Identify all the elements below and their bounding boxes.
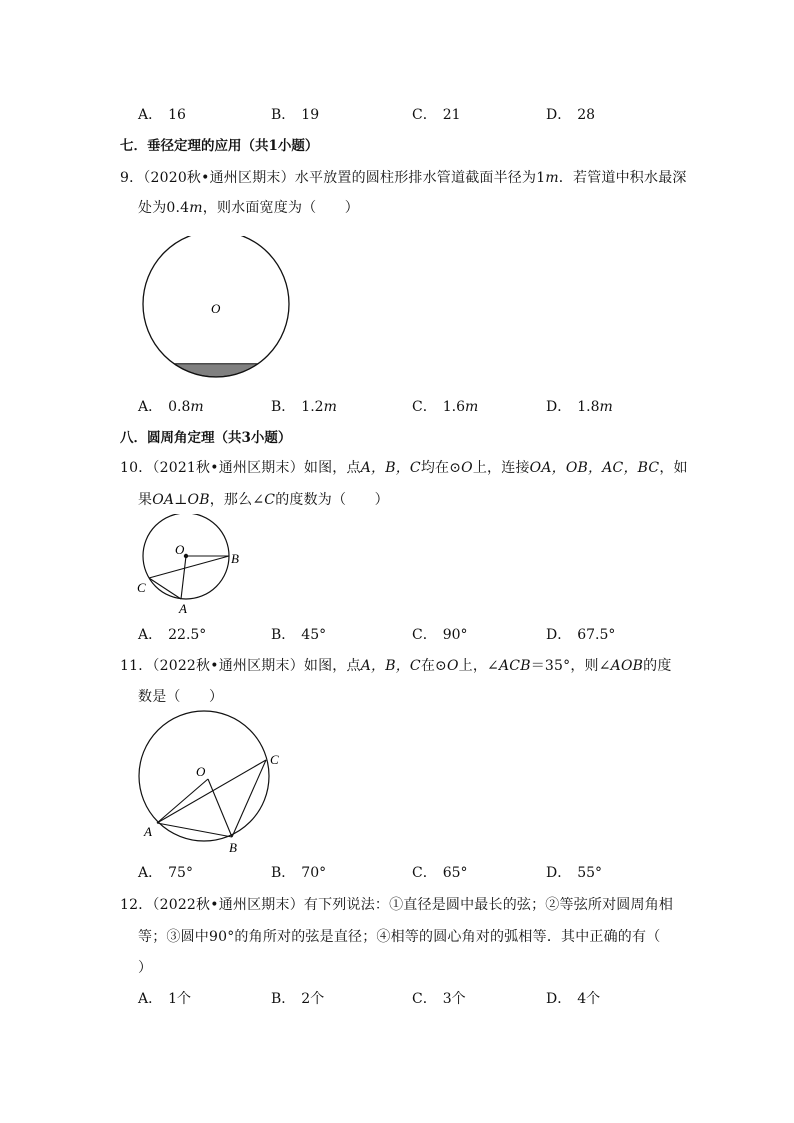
q12-option-c: C． 3个 [412, 991, 466, 1007]
q10-segment-ca [149, 578, 181, 599]
q11-option-d: D． 55° [546, 865, 603, 881]
q12-option-a: A． 1个 [138, 991, 192, 1007]
q9-pipe-figure [138, 236, 298, 386]
q10-option-d: D． 67.5° [546, 627, 616, 643]
q11-label-o: O [196, 764, 206, 779]
q10-option-a: A． 22.5° [138, 627, 207, 643]
section-8-title: 八．圆周角定理（共3小题） [120, 430, 292, 446]
q10-option-b: B． 45° [271, 627, 327, 643]
q12-line-3: ） [138, 960, 153, 976]
q8-option-c: C． 21 [412, 107, 461, 123]
q11-label-b: B [229, 840, 237, 855]
q11-line-2: 数是（ ） [138, 689, 224, 705]
q11-option-b: B． 70° [271, 865, 327, 881]
q9-line-1: 9．（2020秋•通州区期末）水平放置的圆柱形排水管道截面半径为1m．若管道中积水最深 [120, 170, 687, 186]
q10-label-a: A [179, 601, 187, 616]
q11-label-a: A [144, 824, 152, 839]
q10-circle-figure [132, 514, 252, 618]
q10-label-o: O [175, 542, 185, 557]
q10-segment-cb [149, 556, 229, 578]
q11-circle-figure [132, 710, 292, 858]
q10-option-c: C． 90° [412, 627, 468, 643]
q10-label-c: C [137, 580, 146, 595]
q9-option-a: A． 0.8m [138, 399, 204, 415]
q11-options [138, 862, 698, 882]
q11-option-c: C． 65° [412, 865, 468, 881]
q10-line-2: 果OA⊥OB，那么∠C的度数为（ ） [138, 492, 389, 508]
q11-label-c: C [270, 752, 279, 767]
q10-options [138, 624, 698, 644]
q10-center-dot [184, 554, 188, 558]
q11-segment-oa [157, 779, 208, 823]
q11-option-a: A． 75° [138, 865, 193, 881]
q12-options [138, 988, 698, 1008]
q12-line-1: 12．（2022秋•通州区期末）有下列说法：①直径是圆中最长的弦；②等弦所对圆周角相 [120, 897, 674, 913]
q9-options [138, 396, 698, 416]
q9-option-d: D． 1.8m [546, 399, 613, 415]
q10-line-1: 10．（2021秋•通州区期末）如图，点A，B，C均在⊙O上，连接OA，OB，AC，BC，如 [120, 460, 688, 476]
q10-segment-oa [181, 556, 186, 599]
q8-option-a: A． 16 [138, 107, 186, 123]
q11-line-1: 11．（2022秋•通州区期末）如图，点A，B，C在⊙O上，∠ACB＝35°，则∠AOB的度 [120, 658, 672, 674]
q10-label-b: B [231, 551, 239, 566]
q11-segment-ob [208, 779, 232, 837]
q9-option-b: B． 1.2m [271, 399, 337, 415]
q12-option-b: B． 2个 [271, 991, 325, 1007]
q9-label-o: O [211, 301, 221, 316]
q11-segment-bc [232, 760, 266, 837]
q9-line-2: 处为0.4m，则水面宽度为（ ） [138, 200, 359, 216]
q9-option-c: C． 1.6m [412, 399, 479, 415]
q12-line-2: 等；③圆中90°的角所对的弦是直径；④相等的圆心角对的弧相等．其中正确的有（ [138, 929, 661, 945]
q12-option-d: D． 4个 [546, 991, 601, 1007]
q11-segment-ac [157, 760, 266, 823]
q8-options [138, 104, 698, 124]
q8-option-b: B． 19 [271, 107, 320, 123]
q8-option-d: D． 28 [546, 107, 596, 123]
section-7-title: 七．垂径定理的应用（共1小题） [120, 138, 319, 154]
